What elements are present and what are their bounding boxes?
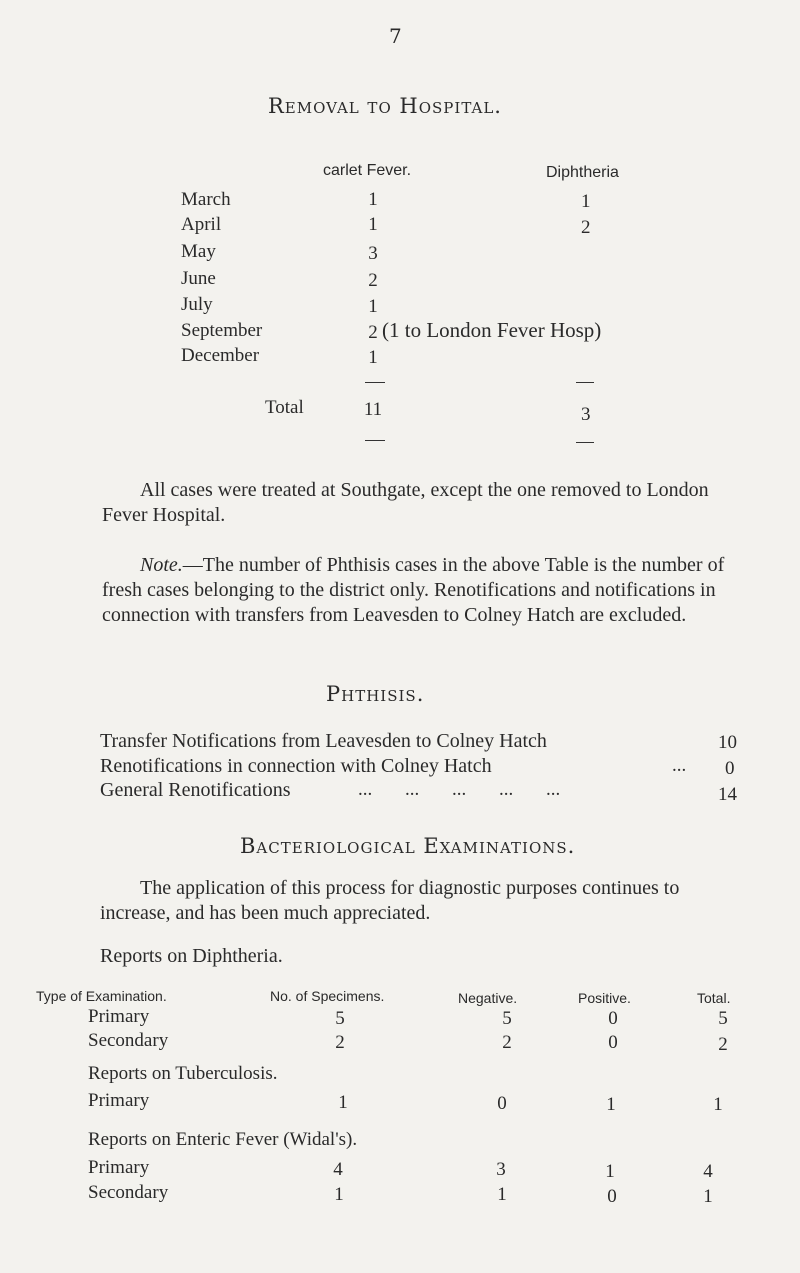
- phthisis-value: 10: [718, 732, 737, 753]
- diphtheria-value: 2: [581, 217, 591, 238]
- phthisis-value: 0: [725, 758, 735, 779]
- specimens-value: 5: [335, 1008, 345, 1029]
- positive-value: 1: [606, 1094, 616, 1115]
- note-text: —The number of Phthisis cases in the above Table is the number of fresh cases belonging to the district only. Renotifications and notifications in connection with transfers from Leavesden to Colney Hatch are excluded.: [102, 554, 725, 626]
- month-label: March: [181, 189, 231, 210]
- column-header: Positive.: [578, 990, 631, 1006]
- month-label: May: [181, 241, 216, 262]
- diphtheria-value: 1: [581, 191, 591, 212]
- rule: [365, 382, 385, 383]
- total-value: 2: [718, 1034, 728, 1055]
- row-type: Primary: [88, 1090, 150, 1111]
- total-value: 1: [713, 1094, 723, 1115]
- section-title-bacteriological: Bacteriological Examinations.: [240, 834, 576, 858]
- phthisis-dots: ...: [672, 755, 687, 776]
- phthisis-label: Renotifications in connection with Colney Hatch: [100, 755, 492, 777]
- page-number: 7: [389, 24, 402, 48]
- section-title-removal: Removal to Hospital.: [268, 94, 502, 118]
- month-label: June: [181, 268, 216, 289]
- column-header-diphtheria: Diphtheria: [546, 164, 619, 181]
- row-type: Primary: [88, 1006, 150, 1027]
- specimens-value: 1: [338, 1092, 348, 1113]
- column-header: Type of Examination.: [36, 988, 167, 1004]
- month-label: September: [181, 320, 263, 341]
- scarlet-value: 3: [368, 243, 378, 264]
- total-value: 4: [703, 1161, 713, 1182]
- rule: [365, 440, 385, 441]
- row-type: Secondary: [88, 1030, 169, 1051]
- month-label: April: [181, 214, 222, 235]
- rule: [576, 442, 594, 443]
- month-label: December: [181, 345, 260, 366]
- phthisis-label: Transfer Notifications from Leavesden to Colney Hatch: [100, 730, 547, 752]
- positive-value: 1: [605, 1161, 615, 1182]
- note-paragraph: [102, 553, 730, 628]
- specimens-value: 4: [333, 1159, 343, 1180]
- column-header: Negative.: [458, 990, 518, 1006]
- total-scarlet: 11: [363, 399, 383, 420]
- phthisis-value: 14: [718, 784, 737, 805]
- scarlet-value: 1: [368, 296, 378, 317]
- specimens-value: 1: [334, 1184, 344, 1205]
- positive-value: 0: [608, 1008, 618, 1029]
- bacteriological-intro: The application of this process for diagnostic purposes continues to increase, and has been much appreciated.: [100, 877, 680, 924]
- column-header-scarlet-fever: carlet Fever.: [323, 162, 412, 179]
- total-value: 1: [703, 1186, 713, 1207]
- phthisis-dots: ... ... ... ... ...: [358, 779, 561, 800]
- positive-value: 0: [607, 1186, 617, 1207]
- column-header: No. of Specimens.: [270, 988, 385, 1004]
- southgate-paragraph: All cases were treated at Southgate, except the one removed to London Fever Hospital.: [102, 479, 709, 526]
- total-diphtheria: 3: [581, 404, 591, 425]
- subheading-enteric: Reports on Enteric Fever (Widal's).: [88, 1129, 358, 1150]
- scarlet-value: 2: [368, 322, 378, 343]
- negative-value: 0: [497, 1093, 507, 1114]
- rule: [576, 382, 594, 383]
- row-type: Secondary: [88, 1182, 169, 1203]
- negative-value: 1: [497, 1184, 507, 1205]
- note-label: Note.: [140, 554, 183, 576]
- scarlet-value: 1: [368, 347, 378, 368]
- phthisis-label: General Renotifications: [100, 779, 291, 801]
- subheading-tuberculosis: Reports on Tuberculosis.: [88, 1063, 278, 1084]
- scarlet-value: 2: [368, 270, 378, 291]
- section-title-phthisis: Phthisis.: [326, 682, 425, 706]
- column-header: Total.: [697, 990, 731, 1006]
- positive-value: 0: [608, 1032, 618, 1053]
- row-type: Primary: [88, 1157, 150, 1178]
- subheading-diphtheria: Reports on Diphtheria.: [100, 945, 283, 967]
- scarlet-value: 1: [368, 214, 378, 235]
- month-label: July: [181, 294, 213, 315]
- negative-value: 2: [502, 1032, 512, 1053]
- negative-value: 5: [502, 1008, 512, 1029]
- specimens-value: 2: [335, 1032, 345, 1053]
- september-note: (1 to London Fever Hosp): [382, 318, 602, 342]
- negative-value: 3: [496, 1159, 506, 1180]
- total-value: 5: [718, 1008, 728, 1029]
- total-label: Total: [265, 397, 304, 418]
- scarlet-value: 1: [368, 189, 378, 210]
